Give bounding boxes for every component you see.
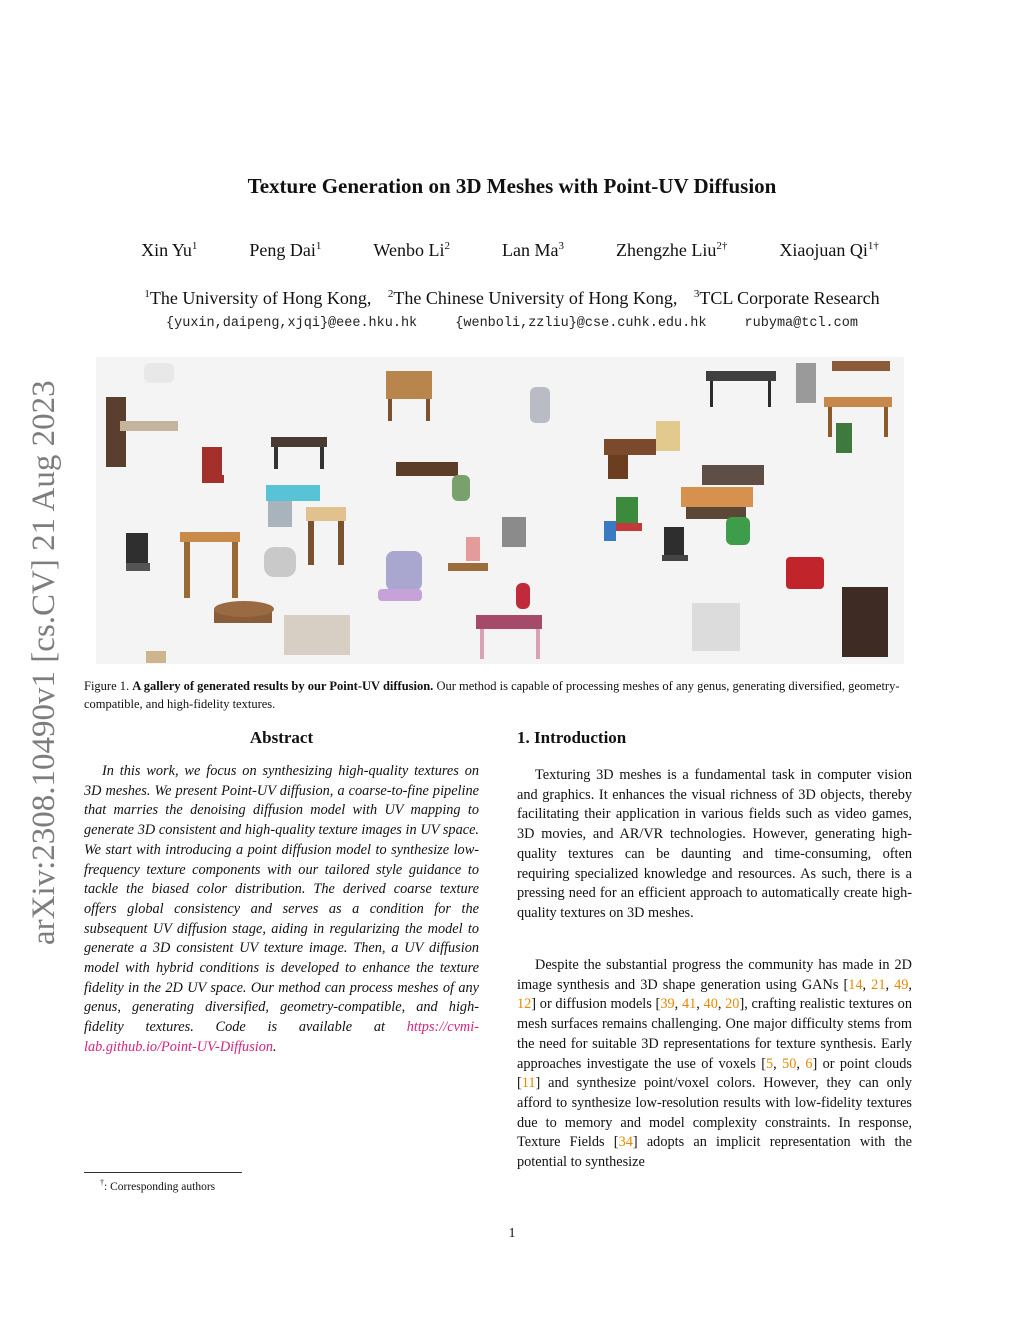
citation[interactable]: 41 (681, 996, 697, 1013)
citation[interactable]: 20 (725, 996, 740, 1013)
figure-caption (84, 677, 944, 713)
section-heading-introduction: 1. Introduction (517, 728, 627, 747)
citation[interactable]: 12 (517, 996, 532, 1013)
citation[interactable]: 40 (703, 996, 718, 1013)
author: Xin Yu$^1$ (141, 240, 198, 260)
arxiv-stamp-text: arXiv:2308.10490v1 [cs.CV] 21 Aug 2023 (26, 380, 62, 945)
intro-paragraph-1: Texturing 3D meshes is a fundamental task in computer vision and graphics. It enhances the visual richness of 3D objects, thereby facilitating their application in various fields such as video games, 3D movies, and AR/VR technologies. However, generating high-quality textures can be daunting and time-consuming, often requiring specialized knowledge and resources. As such, there is a pressing need for an efficient approach to automatically create high-quality textures on 3D meshes. (517, 767, 912, 921)
affiliation: $^3$TCL Corporate Research (693, 288, 880, 308)
email-list (0, 316, 1024, 331)
citation[interactable]: 14 (848, 976, 863, 993)
code-link[interactable]: https://cvmi-lab.github.io/Point-UV-Diffusion (84, 1019, 479, 1055)
figure-caption-text: Our method is capable of processing meshes of any genus, generating diversified, geometry-compatible, and high-fidelity textures. (84, 679, 900, 711)
abstract-body: In this work, we focus on synthesizing high-quality textures on 3D meshes. We present Point-UV diffusion, a coarse-to-fine pipeline that marries the denoising diffusion model with UV mapping to generate 3D consistent and high-quality texture images in UV space. We start with introducing a point diffusion model to synthesize low-frequency texture components with our tailored style guidance to tackle the biased color distribution. The derived coarse texture offers global consistency and serves as a condition for the subsequent UV diffusion stage, aiding in regularizing the model to generate a 3D consistent UV texture image. Then, a UV diffusion model with hybrid conditions is developed to enhance the texture fidelity in the 2D UV space. Our method can process meshes of any genus, generating diversified, geometry-compatible, and high-fidelity textures. Code is available at (84, 763, 479, 1036)
affiliation: $^1$The University of Hong Kong, (144, 288, 372, 308)
footnote: †: Corresponding authors (100, 1178, 216, 1193)
citation[interactable]: 50 (782, 1055, 797, 1072)
citation[interactable]: 11 (521, 1075, 536, 1092)
citation[interactable]: 5 (765, 1055, 774, 1072)
citation[interactable]: 6 (805, 1055, 813, 1072)
author: Lan Ma$^3$ (501, 240, 564, 260)
author: Wenbo Li$^2$ (373, 240, 450, 260)
furniture-gallery-figure (96, 357, 904, 664)
email: {yuxin,daipeng,xjqi}@eee.hku.hk (166, 316, 418, 331)
citation[interactable]: 34 (618, 1134, 633, 1151)
abstract-text: In this work, we focus on synthesizing high-quality textures on 3D meshes. We present Point-UV diffusion, a coarse-to-fine pipeline that marries the denoising diffusion model with UV mapping to generate 3D consistent and high-quality texture images in UV space. We start with introducing a point diffusion model to synthesize low-frequency texture components with our tailored style guidance to tackle the biased color distribution. The derived coarse texture offers global consistency and serves as a condition for the subsequent UV diffusion stage, aiding in regularizing the model to generate a 3D consistent UV texture image. Then, a UV diffusion model with hybrid conditions is developed to enhance the texture fidelity in the 2D UV space. Our method can process meshes of any genus, generating diversified, geometry-compatible, and high-fidelity textures. Code is available at https://cvmi-lab.github.io/Point-UV-Diffusion. (84, 763, 479, 1055)
author: Zhengzhe Liu$^{2\dagger}$ (615, 240, 728, 260)
author: Xiaojuan $Qi^{1\dagger}$ (779, 240, 879, 260)
footnote-rule (84, 1172, 242, 1173)
citation[interactable]: 49 (894, 976, 909, 993)
intro-paragraph-2: Despite the substantial progress the community has made in 2D image synthesis and 3D shape generation using GANs [14, 21, 49, 12] or diffusion models [39, 41, 40, 20], crafting realistic textures on mesh surfaces remains challenging. One major difficulty stems from the need for suitable 3D representations for texture synthesis. Early approaches investigate the use of voxels [5, 50, 6] or point clouds [11] and synthesize point/voxel colors. However, they can only afford to synthesize low-resolution results with low-fidelity textures due to memory and model complexity constraints. In response, Texture Fields [34] adopts an implicit representation with the potential to synthesize (517, 957, 912, 1171)
affiliations (0, 288, 1024, 309)
citation[interactable]: 21 (871, 976, 886, 993)
affiliation: $^2$The Chinese University of Hong Kong, (387, 288, 678, 308)
email: {wenboli,zzliu}@cse.cuhk.edu.hk (455, 316, 707, 331)
author: Peng Dai$^1$ (249, 240, 322, 260)
figure-label: Figure 1. (84, 679, 130, 693)
arxiv-stamp (22, 345, 62, 945)
email: rubyma@tcl.com (744, 316, 858, 331)
citation[interactable]: 39 (660, 996, 675, 1013)
figure-caption-bold: A gallery of generated results by our Point-UV diffusion. (132, 679, 434, 693)
page-number: 1 (508, 1226, 516, 1241)
paper-title: Texture Generation on 3D Meshes with Point-UV Diffusion (247, 174, 777, 198)
abstract-heading: Abstract (249, 728, 314, 747)
author-list (60, 240, 960, 261)
